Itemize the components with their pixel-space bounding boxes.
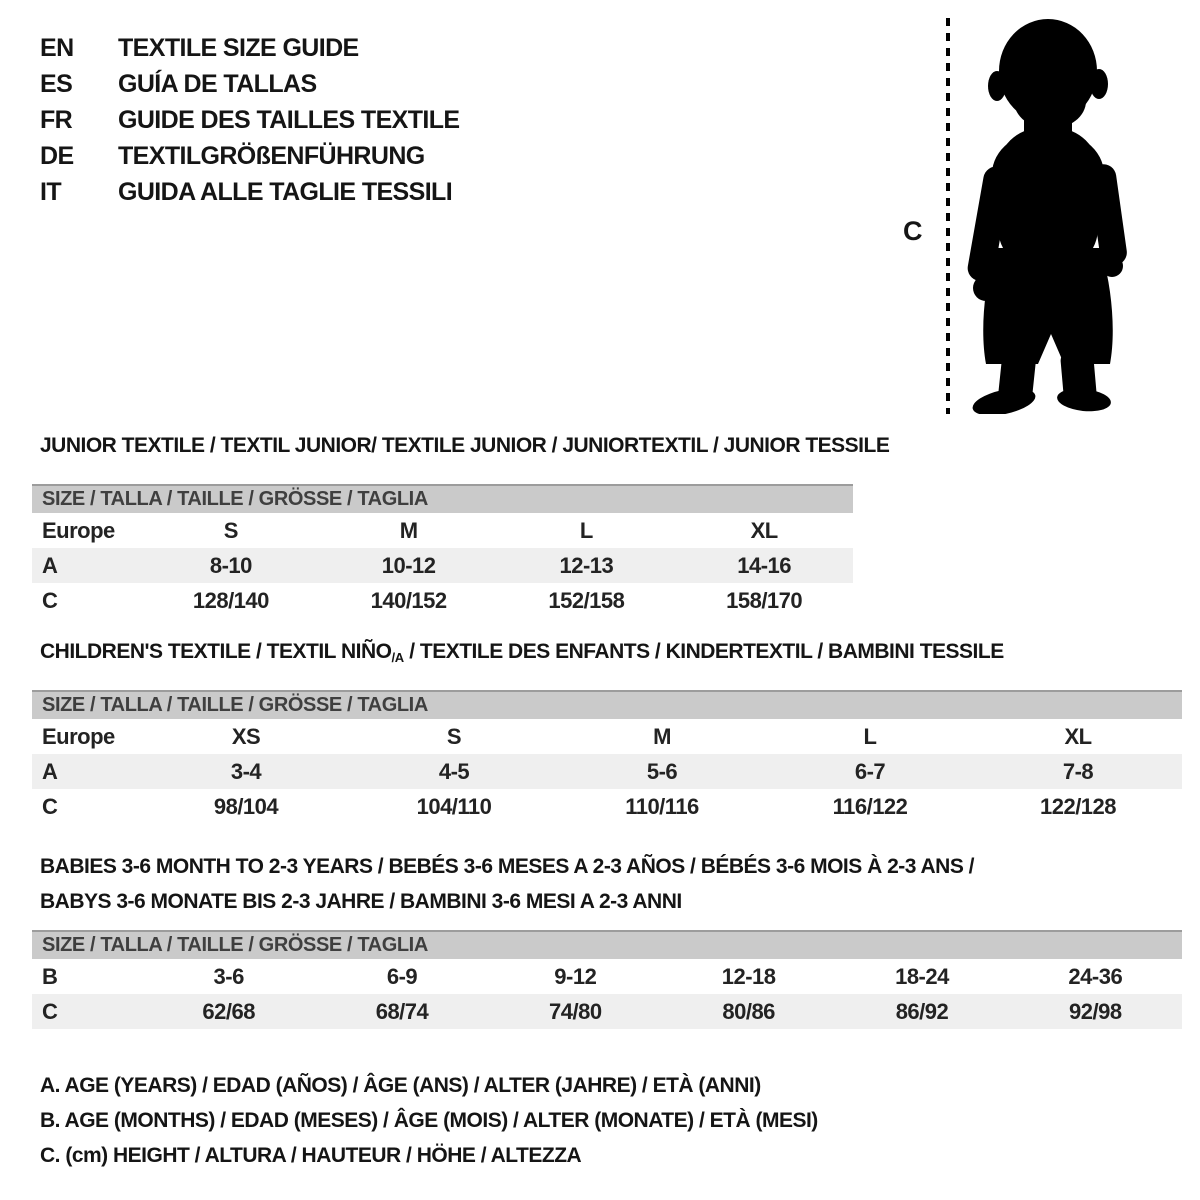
babies-heading-line1: BABIES 3-6 MONTH TO 2-3 YEARS / BEBÉS 3-6 MESES A 2-3 AÑOS / BÉBÉS 3-6 MOIS À 2-3 ANS / <box>40 855 975 878</box>
size-value-cell: XL <box>750 517 778 543</box>
language-row-fr <box>40 102 460 138</box>
size-value-cell: S <box>446 723 462 749</box>
size-value-cell: XL <box>1064 723 1092 749</box>
height-value-cell: 122/128 <box>1039 793 1117 819</box>
language-title: TEXTILGRÖßENFÜHRUNG <box>118 141 425 170</box>
children-heading-subscript: /A <box>391 650 404 665</box>
toddler-silhouette-icon <box>960 16 1138 414</box>
months-value-cell: 3-6 <box>213 963 244 989</box>
size-header-bar: SIZE / TALLA / TAILLE / GRÖSSE / TAGLIA <box>32 690 1182 719</box>
row-label-cell: A <box>42 758 58 784</box>
size-value-cell: L <box>579 517 593 543</box>
months-value-cell: 12-18 <box>721 963 776 989</box>
language-row-es <box>40 66 460 102</box>
language-title: TEXTILE SIZE GUIDE <box>118 33 359 62</box>
age-value-cell: 8-10 <box>209 552 252 578</box>
age-value-cell: 12-13 <box>559 552 614 578</box>
age-value-cell: 7-8 <box>1062 758 1094 784</box>
row-label-cell: A <box>42 552 58 578</box>
table-row-europe <box>32 719 1182 754</box>
babies-size-table <box>32 930 1182 1029</box>
legend-line-c: C. (cm) HEIGHT / ALTURA / HAUTEUR / HÖHE / ALTEZZA <box>40 1143 582 1167</box>
language-title: GUIDA ALLE TAGLIE TESSILI <box>118 177 453 206</box>
legend-line-a: A. AGE (YEARS) / EDAD (AÑOS) / ÂGE (ANS) / ALTER (JAHRE) / ETÀ (ANNI) <box>40 1073 761 1097</box>
size-value-cell: XS <box>231 723 261 749</box>
language-code: IT <box>40 177 62 206</box>
age-value-cell: 5-6 <box>646 758 678 784</box>
legend-line-b: B. AGE (MONTHS) / EDAD (MESES) / ÂGE (MOIS) / ALTER (MONATE) / ETÀ (MESI) <box>40 1108 818 1132</box>
table-row-height <box>32 789 1182 824</box>
size-value-cell: M <box>399 517 418 543</box>
age-value-cell: 6-7 <box>854 758 886 784</box>
height-value-cell: 152/158 <box>548 587 625 613</box>
table-row-height <box>32 994 1182 1029</box>
children-size-table <box>32 690 1182 824</box>
children-section-heading <box>40 640 1004 665</box>
language-code: ES <box>40 69 73 98</box>
size-value-cell: M <box>653 723 671 749</box>
row-label-cell: Europe <box>42 723 115 749</box>
height-value-cell: 104/110 <box>416 793 492 819</box>
language-code: FR <box>40 105 73 134</box>
children-heading-suffix: / TEXTILE DES ENFANTS / KINDERTEXTIL / BAMBINI TESSILE <box>403 640 1004 663</box>
height-value-cell: 62/68 <box>202 998 255 1024</box>
children-heading-prefix: CHILDREN'S TEXTILE / TEXTIL NIÑO <box>40 640 392 663</box>
junior-section-heading: JUNIOR TEXTILE / TEXTIL JUNIOR/ TEXTILE JUNIOR / JUNIORTEXTIL / JUNIOR TESSILE <box>40 434 890 457</box>
months-value-cell: 9-12 <box>554 963 597 989</box>
height-value-cell: 80/86 <box>722 998 775 1024</box>
size-value-cell: S <box>223 517 238 543</box>
table-row-months <box>32 959 1182 994</box>
size-value-cell: L <box>863 723 877 749</box>
table-row-age <box>32 548 853 583</box>
babies-section-heading <box>40 849 974 919</box>
height-value-cell: 116/122 <box>832 793 908 819</box>
language-row-en <box>40 30 460 66</box>
height-value-cell: 92/98 <box>1069 998 1122 1024</box>
months-value-cell: 24-36 <box>1068 963 1123 989</box>
language-title: GUÍA DE TALLAS <box>118 69 317 98</box>
size-header-bar: SIZE / TALLA / TAILLE / GRÖSSE / TAGLIA <box>32 484 853 513</box>
row-label-cell: B <box>42 963 58 989</box>
size-header-bar: SIZE / TALLA / TAILLE / GRÖSSE / TAGLIA <box>32 930 1182 959</box>
row-label-cell: C <box>42 998 58 1024</box>
row-label-cell: C <box>42 793 58 819</box>
height-value-cell: 128/140 <box>192 587 269 613</box>
language-list <box>40 30 460 210</box>
months-value-cell: 18-24 <box>895 963 949 989</box>
babies-heading-line2: BABYS 3-6 MONATE BIS 2-3 JAHRE / BAMBINI 3-6 MESI A 2-3 ANNI <box>40 890 682 913</box>
height-value-cell: 68/74 <box>375 998 429 1024</box>
height-value-cell: 98/104 <box>213 793 279 819</box>
height-value-cell: 86/92 <box>895 998 949 1024</box>
junior-size-table <box>32 484 853 618</box>
row-label-cell: C <box>42 587 58 613</box>
height-dashed-line-icon <box>944 16 952 416</box>
age-value-cell: 14-16 <box>737 552 792 578</box>
language-code: DE <box>40 141 74 170</box>
language-row-de <box>40 138 460 174</box>
table-row-height <box>32 583 853 618</box>
age-value-cell: 10-12 <box>381 552 436 578</box>
height-value-cell: 110/116 <box>625 793 699 819</box>
language-row-it <box>40 174 460 210</box>
language-code: EN <box>40 33 74 62</box>
height-measure-label: C <box>903 216 922 246</box>
height-value-cell: 140/152 <box>370 587 447 613</box>
row-label-cell: Europe <box>42 517 115 543</box>
months-value-cell: 6-9 <box>386 963 418 989</box>
height-value-cell: 74/80 <box>549 998 602 1024</box>
table-row-europe <box>32 513 853 548</box>
table-row-age <box>32 754 1182 789</box>
age-value-cell: 4-5 <box>438 758 470 784</box>
age-value-cell: 3-4 <box>230 758 262 784</box>
language-title: GUIDE DES TAILLES TEXTILE <box>118 105 460 134</box>
height-value-cell: 158/170 <box>726 587 803 613</box>
legend <box>40 1068 818 1173</box>
